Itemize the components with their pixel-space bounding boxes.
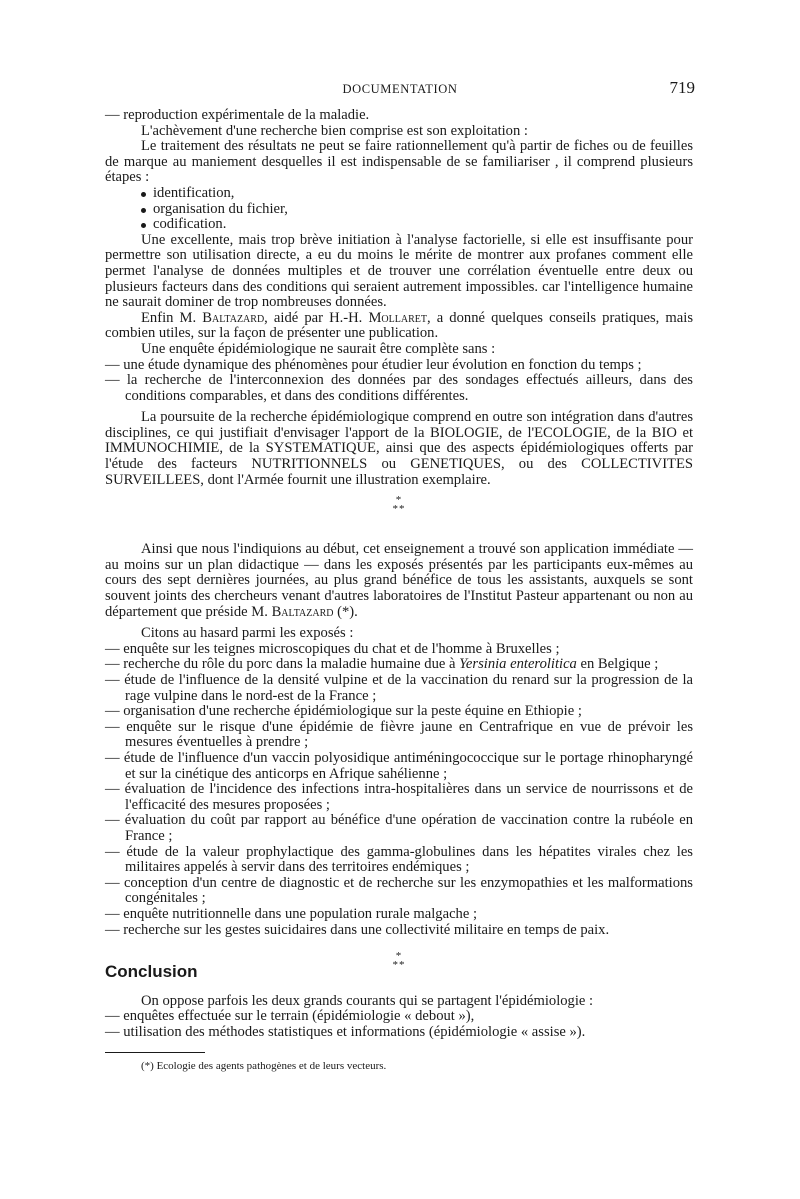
bullet-item: identification, [141,186,693,202]
paragraph: On oppose parfois les deux grands courants qui se partagent l'épidémiologie : [141,992,594,1009]
author-name: Mollaret [368,309,427,326]
section-heading: Conclusion [105,962,198,982]
paragraph: Une enquête épidémiologique ne saurait être complète sans : [141,340,496,357]
list-item: — évaluation de l'incidence des infections intra-hospitalières dans un service de nourrissons et de l'efficacité des mesures proposées ; [105,781,693,813]
text-run: , aidé par H.-H. [264,309,369,326]
paragraph: — reproduction expérimentale de la maladie. [105,107,370,123]
list-item: — organisation d'une recherche épidémiologique sur la peste équine en Ethiopie ; [105,703,582,720]
text-run: Enfin M. [141,309,203,326]
page-body [105,108,693,1073]
species-name: Yersinia enterolitica [459,656,577,673]
dash-item: — une étude dynamique des phénomènes pour étudier leur évolution en fonction du temps ; [105,356,642,373]
list-item: — enquêtes effectuée sur le terrain (épidémiologie « debout »), [105,1008,475,1025]
running-title: DOCUMENTATION [342,82,458,96]
asterism-bottom: ** [392,503,406,516]
list-item: — enquête sur les teignes microscopiques du chat et de l'homme à Bruxelles ; [105,640,560,657]
asterism-top: * [395,950,403,963]
paragraph: La poursuite de la recherche épidémiologique comprend en outre son intégration dans d'autres disciplines, ce qui justifiait d'envisager l'apport de la BIOLOGIE, de l'ECOLOGIE, de la BIO et IMMUNOCHIMIE, de la SYSTEMATIQUE, ainsi que des aspects épidémiologiques offerts par l'étude des facteurs NUTRITIONNELS ou GENETIQUES, ou des COLLECTIVITES SURVEILLEES, dont l'Armée fournit une illustration exemplaire. [105,409,693,488]
dash-item: — la recherche de l'interconnexion des données par des sondages effectués ailleurs, dans des conditions comparables, et dans des conditions différentes. [105,372,693,404]
text-run: Ainsi que nous l'indiquions au début, cet enseignement a trouvé son application immédiate — au moins sur un plan didactique — dans les exposés présentés par les participants eux-mêmes au cours des sept dernières journées, au plus grand bénéfice de tous les assistants, auxquels se sont souvent joints des chercheurs venant d'autres laboratoires de l'Institut Pasteur appartenant ou non au département que préside M. [105,541,693,620]
list-item: — enquête nutritionnelle dans une population rurale malgache ; [105,905,478,922]
asterism-top: * [395,494,403,507]
author-name: Baltazard [271,603,334,620]
asterism-bottom: ** [392,959,406,972]
paragraph: L'achèvement d'une recherche bien comprise est son exploitation : [141,122,528,139]
paragraph [105,542,693,620]
bullet-list [141,186,693,233]
footnote-rule [105,1052,205,1053]
list-item: — étude de l'influence d'un vaccin polyosidique antiméningococcique sur le portage rhinopharyngé et sur la cinétique des anticorps en Afrique sahélienne ; [105,749,693,782]
list-item: — étude de la valeur prophylactique des gamma-globulines dans les hépatites virales chez les militaires appelés à servir dans des territoires endémiques ; [105,843,693,876]
page-number: 719 [669,78,695,97]
text-run: en Belgique ; [576,656,659,673]
paragraph: Citons au hasard parmi les exposés : [141,625,354,642]
paragraph [105,311,693,342]
bullet-item: codification. [141,217,693,233]
list-item: — recherche sur les gestes suicidaires dans une collectivité militaire en temps de paix. [105,921,610,938]
page-header [105,78,695,102]
list-item: — enquête sur le risque d'une épidémie de fièvre jaune en Centrafrique en vue de prévoir les mesures éventuelles à prendre ; [105,718,693,751]
list-item: — étude de l'influence de la densité vulpine et de la vaccination du renard sur la progression de la rage vulpine dans le nord-est de la France ; [105,672,693,704]
bullet-item: organisation du fichier, [141,202,693,218]
list-item [105,657,693,673]
author-name: Baltazard [202,309,265,326]
text-run: (*). [333,603,358,620]
footnote: (*) Ecologie des agents pathogènes et de leurs vecteurs. [141,1060,387,1073]
text-run: , a donné quelques conseils pratiques, mais combien utiles, sur la façon de présenter une publication. [105,309,693,342]
text-run: — recherche du rôle du porc dans la maladie humaine due à [105,656,460,673]
paragraph: Le traitement des résultats ne peut se faire rationnellement qu'à partir de fiches ou de feuilles de marque au maniement desquelles il est indispensable de se familiariser , il comprend plusieurs étapes : [105,138,693,186]
list-item: — évaluation du coût par rapport au bénéfice d'une opération de vaccination contre la rubéole en France ; [105,812,693,844]
section-separator [105,496,693,514]
list-item: — conception d'un centre de diagnostic et de recherche sur les enzymopathies et les malformations congénitales ; [105,874,693,907]
list-item: — utilisation des méthodes statistiques et informations (épidémiologie « assise »). [105,1023,586,1040]
paragraph: Une excellente, mais trop brève initiation à l'analyse factorielle, si elle est insuffisante pour permettre son utilisation directe, a eu du moins le mérite de montrer aux profanes comment elle permet l'analyse de données multiples et de trouver une corrélation éventuelle entre deux ou plusieurs facteurs dans des conditions qui seraient autrement impossibles. car l'intelligence humaine ne saurait dominer de trop nombreuses données. [105,231,693,311]
